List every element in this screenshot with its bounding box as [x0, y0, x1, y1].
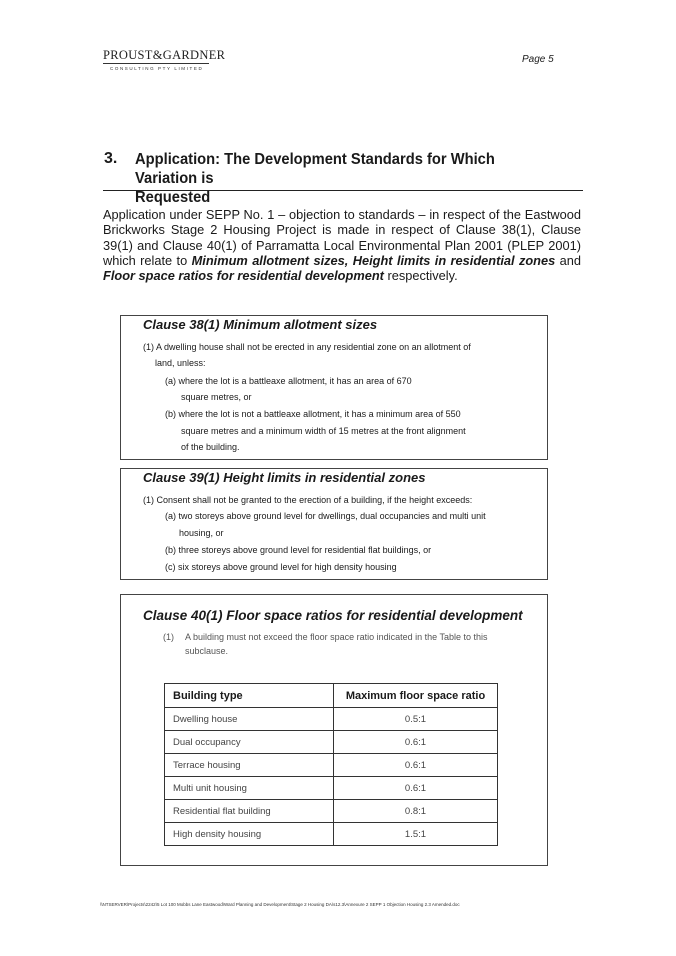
clause-40-heading: Clause 40(1) Floor space ratios for residential development — [143, 608, 523, 623]
clause-38-item-b-1: (b) where the lot is not a battleaxe allotment, it has a minimum area of 550 — [165, 409, 461, 419]
table-row — [165, 754, 498, 777]
floor-space-ratio-table — [164, 683, 498, 846]
clause-38-heading: Clause 38(1) Minimum allotment sizes — [143, 317, 378, 332]
fsr-cell: 0.6:1 — [334, 754, 498, 777]
table-row — [165, 823, 498, 846]
table-row — [165, 800, 498, 823]
fsr-cell: 0.8:1 — [334, 800, 498, 823]
column-header-building-type: Building type — [165, 684, 334, 708]
intro-text: Application under SEPP No. 1 – objection to standards – in respect of the Eastwood Brickworks Stage 2 Housing Project is made in respect of Clause 38(1), Clause 39(1) and Clause 40(1) of Parramatta Local Environmental Plan 2001 (PLEP 2001) which relate to — [103, 207, 581, 268]
clause-40-text-1: A building must not exceed the floor space ratio indicated in the Table to this — [185, 632, 488, 642]
clause-39-item-b: (b) three storeys above ground level for residential flat buildings, or — [165, 545, 432, 555]
clause-39-heading: Clause 39(1) Height limits in residential zones — [143, 470, 426, 485]
table-row — [165, 777, 498, 800]
clause-39-box — [120, 468, 548, 580]
section-rule — [103, 190, 583, 191]
clause-40-number: (1) — [163, 632, 174, 642]
intro-paragraph — [103, 207, 581, 283]
section-title-line-1: Application: The Development Standards for Which Variation is — [135, 151, 495, 187]
clause-39-item-a-2: housing, or — [179, 528, 224, 538]
fsr-cell: 0.5:1 — [334, 708, 498, 731]
building-type-cell: High density housing — [165, 823, 334, 846]
clause-38-line-2: land, unless: — [155, 358, 206, 368]
clause-38-item-a-1: (a) where the lot is a battleaxe allotment, it has an area of 670 — [165, 376, 412, 386]
building-type-cell: Multi unit housing — [165, 777, 334, 800]
fsr-cell: 0.6:1 — [334, 777, 498, 800]
intro-emphasis-1: Minimum allotment sizes, Height limits in residential zones — [191, 252, 556, 268]
clause-38-line-1: (1) A dwelling house shall not be erected in any residential zone on an allotment of — [143, 342, 471, 352]
footer-file-path: \\NTSERVER\Projects\2242\5 Lot 100 Mobbs Lane Eastwood\Ward Planning and Development\Stage 2 Housing DA\s12.3\Annexure 2 SEPP 1 Objection Housing 2.3 Amended.doc — [100, 902, 460, 907]
intro-end: respectively. — [383, 268, 458, 284]
company-logo-name: PROUST&GARDNER — [103, 48, 226, 62]
section-title — [135, 150, 558, 207]
logo-underline — [103, 63, 209, 64]
clause-39-line-1: (1) Consent shall not be granted to the erection of a building, if the height exceeds: — [143, 495, 473, 505]
building-type-cell: Residential flat building — [165, 800, 334, 823]
clause-40-text-2: subclause. — [185, 646, 229, 656]
column-header-max-fsr: Maximum floor space ratio — [334, 684, 498, 708]
table-row — [165, 731, 498, 754]
clause-38-item-b-3: of the building. — [181, 442, 240, 452]
table-row — [165, 708, 498, 731]
building-type-cell: Terrace housing — [165, 754, 334, 777]
clause-39-item-c: (c) six storeys above ground level for high density housing — [165, 562, 397, 572]
section-title-line-2: Requested — [135, 189, 211, 206]
clause-38-box — [120, 315, 548, 460]
clause-38-item-b-2: square metres and a minimum width of 15 metres at the front alignment — [181, 426, 466, 436]
clause-39-item-a-1: (a) two storeys above ground level for dwellings, dual occupancies and multi unit — [165, 511, 486, 521]
building-type-cell: Dual occupancy — [165, 731, 334, 754]
fsr-cell: 1.5:1 — [334, 823, 498, 846]
building-type-cell: Dwelling house — [165, 708, 334, 731]
section-number: 3. — [104, 150, 118, 167]
page-number: Page 5 — [522, 54, 554, 65]
intro-mid: and — [555, 252, 581, 268]
company-logo-subtitle: CONSULTING PTY LIMITED — [110, 66, 204, 71]
fsr-cell: 0.6:1 — [334, 731, 498, 754]
intro-emphasis-2: Floor space ratios for residential development — [103, 268, 384, 284]
table-header-row — [165, 684, 498, 708]
clause-38-item-a-2: square metres, or — [181, 392, 252, 402]
